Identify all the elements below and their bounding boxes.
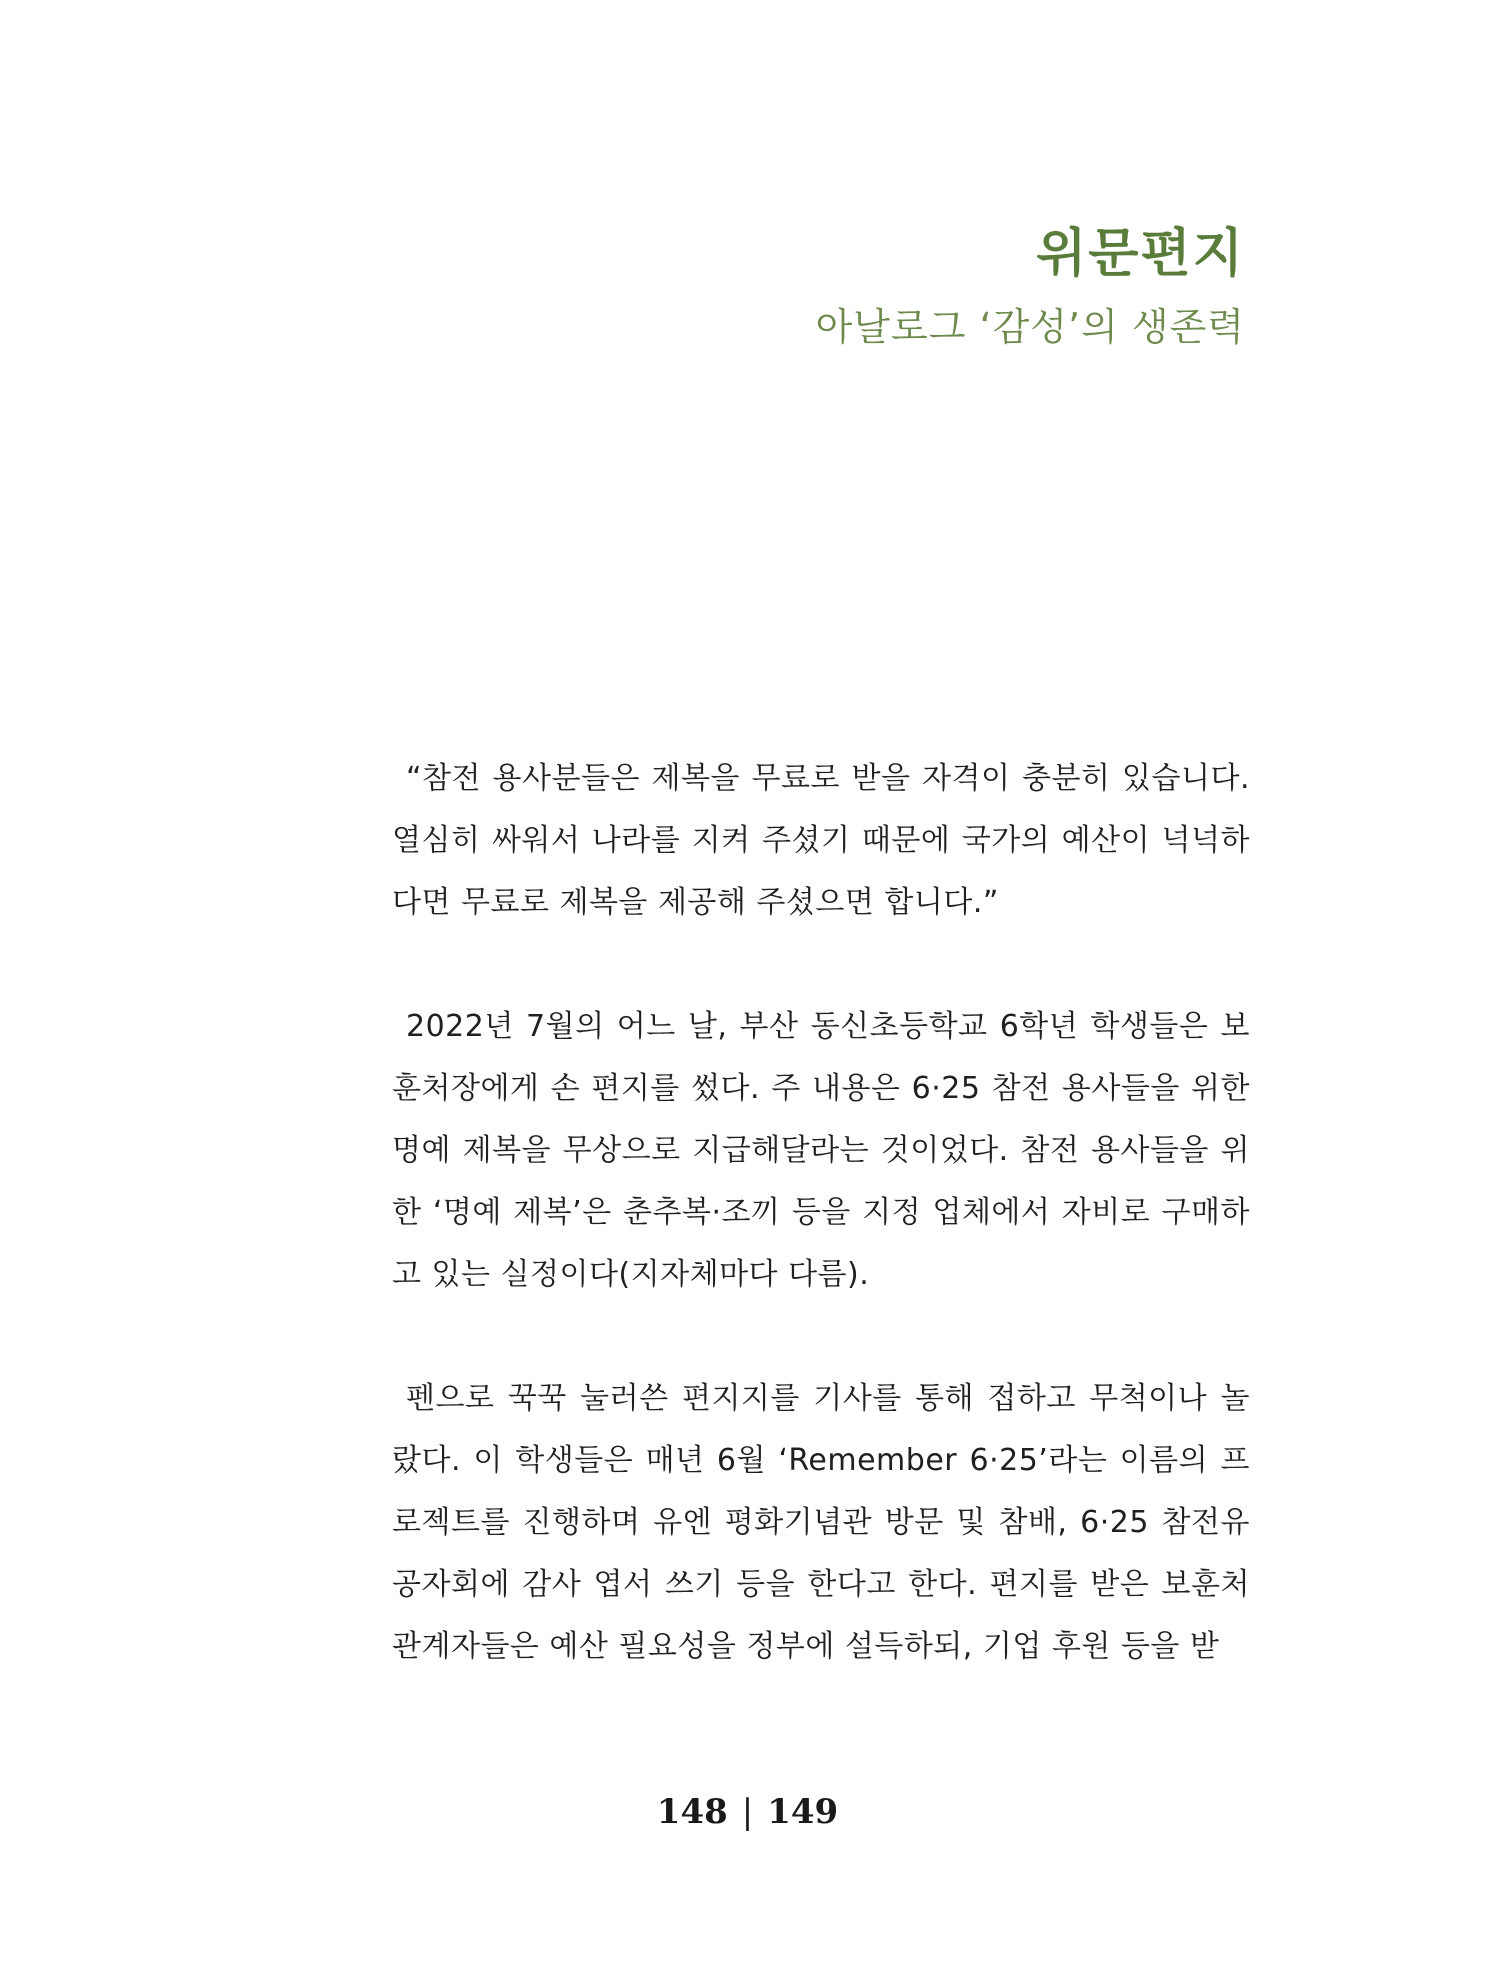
page-number-separator: | bbox=[741, 1792, 754, 1832]
body-text bbox=[392, 748, 1250, 1678]
right-page-number: 149 bbox=[767, 1792, 839, 1832]
paragraph: 펜으로 꾹꾹 눌러쓴 편지지를 기사를 통해 접하고 무척이나 놀랐다. 이 학생들은 매년 6월 ‘Remember 6·25’라는 이름의 프로젝트를 진행하며 유엔 평화기념관 방문 및 참배, 6·25 참전유공자회에 감사 엽서 쓰기 등을 한다고 한다. 편지를 받은 보훈처 관계자들은 예산 필요성을 정부에 설득하되, 기업 후원 등을 받 bbox=[392, 1381, 1250, 1664]
paragraph-quote: “참전 용사분들은 제복을 무료로 받을 자격이 충분히 있습니다. 열심히 싸워서 나라를 지켜 주셨기 때문에 국가의 예산이 넉넉하다면 무료로 제복을 제공해 주셨으면 합니다.” bbox=[392, 761, 1250, 920]
left-page-number: 148 bbox=[656, 1792, 728, 1832]
paragraph: 2022년 7월의 어느 날, 부산 동신초등학교 6학년 학생들은 보훈처장에게 손 편지를 썼다. 주 내용은 6·25 참전 용사들을 위한 명예 제복을 무상으로 지급해달라는 것이었다. 참전 용사들을 위한 ‘명예 제복’은 춘추복·조끼 등을 지정 업체에서 자비로 구매하고 있는 실정이다(지자체마다 다름). bbox=[392, 1009, 1250, 1292]
chapter-title: 위문편지 bbox=[1036, 224, 1245, 284]
chapter-subtitle: 아날로그 ‘감성’의 생존력 bbox=[815, 305, 1245, 349]
chapter-heading bbox=[345, 222, 1245, 354]
page-numbers bbox=[0, 1790, 1495, 1834]
